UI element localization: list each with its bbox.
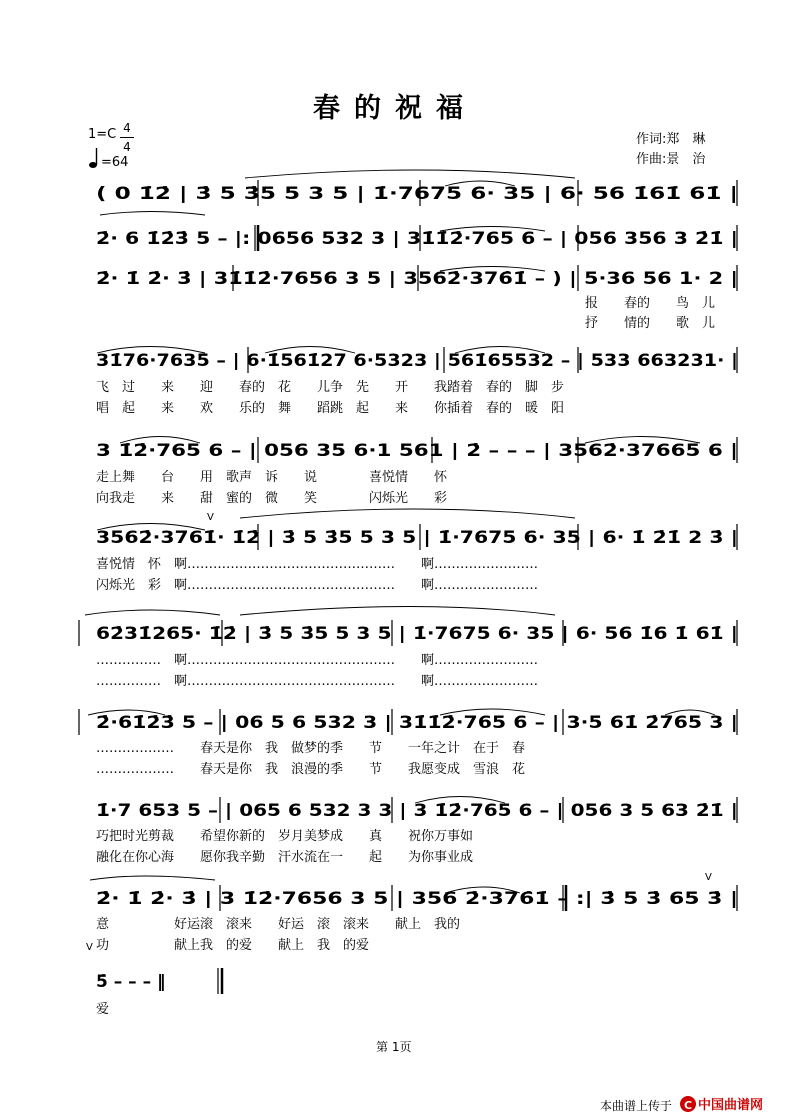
lyric-line: 飞 过 来 迎 春的 花 儿争 先 开 我踏着 春的 脚 步 — [96, 380, 565, 395]
breath-mark: V — [86, 942, 93, 953]
lyric-line: 闪烁光 彩 啊………………………………………… 啊…………………… — [96, 578, 539, 593]
lyric-line: 巧把时光剪裁 希望你新的 岁月美梦成 真 祝你万事如 — [96, 829, 474, 844]
notation-line: 1̇·7 653 5 – | 065 6 532 3 3 | 3 1̇2̇·765 6 – | 056 3 5 63 2̇1̇ | — [96, 801, 738, 821]
lyric-line: …………… 啊………………………………………… 啊…………………… — [96, 674, 539, 689]
site-logo-emblem-glyph: C — [684, 1099, 693, 1112]
notation-line: 2̇· 1̇ 2̇· 3̇ | 3 1̇2̇·7656 3 5 | 356 2̇·376̇1̇ – :| 3̇ 5 3̇ 65 3̇ | — [96, 889, 738, 909]
notation-line: 2̇· 6 1̇2̇3̇ 5 – |: 0656 532 3 | 31̇1̇2̇·765 6 – | 056 356 3 2̇1̇ | — [96, 229, 738, 249]
lyric-line: 报 春的 鸟 儿 — [585, 296, 716, 311]
lyric-line: 抒 情的 歌 儿 — [585, 316, 716, 331]
lyric-line: …………… 啊………………………………………… 啊…………………… — [96, 653, 539, 668]
page-number: 第 1页 — [376, 1040, 412, 1054]
key-signature: 1=C — [88, 127, 117, 142]
notation-line: ( 0 1̇2̇ | 3̇ 5 3̇5 5 3 5 | 1̇·7675 6· 35 | 6· 56 1̇61̇ 61̇ | — [96, 184, 738, 204]
site-logo — [680, 1094, 788, 1114]
lyric-line: 走上舞 台 用 歌声 诉 说 喜悦情 怀 — [96, 470, 448, 485]
composer-credit: 作曲:景 治 — [636, 152, 706, 167]
notation-line: 3562̇·3761̇· 1̇2̇ | 3̇ 5 3̇5 5 3 5 | 1̇·7675 6· 35 | 6· 1̇ 2̇1̇ 2 3̇ | — [96, 528, 738, 548]
lyric-line: 功 献上我 的爱 献上 我 的爱 — [96, 938, 370, 953]
lyric-line: 爱 — [96, 1002, 110, 1017]
time-signature-top: 4 — [123, 121, 131, 135]
lyric-line: 融化在你心海 愿你我辛勤 汗水流在一 起 为你事业成 — [96, 850, 474, 865]
lyric-line: 意 好运滚 滚来 好运 滚 滚来 献上 我的 — [96, 917, 461, 932]
notation-line: 2̇·61̇2̇3̇ 5 – | 06 5 6 532 3 | 31̇1̇2̇·765 6 – | 3·5 61̇ 2̇765 3 | — [96, 713, 738, 733]
lyric-line: ……………… 春天是你 我 做梦的季 节 一年之计 在于 春 — [96, 741, 526, 756]
notation-line: 3 1̇2̇·765 6 – | 056 35 6·1 561 | 2̇ – – – | 3562̇·37665 6 | — [96, 441, 738, 461]
upload-note: 本曲谱上传于 — [600, 1099, 673, 1113]
song-title: 春的祝福 — [313, 93, 477, 124]
time-signature-bottom: 4 — [123, 140, 131, 154]
lyricist-credit: 作词:郑 琳 — [636, 132, 706, 147]
breath-mark: V — [207, 512, 214, 523]
lyric-line: 喜悦情 怀 啊………………………………………… 啊…………………… — [96, 557, 539, 572]
lyric-line: ……………… 春天是你 我 浪漫的季 节 我愿变成 雪浪 花 — [96, 762, 526, 777]
notation-line: 5̇ – – – ‖ — [96, 972, 166, 992]
notation-line: 62̇31̇265· 1̇2̇ | 3̇ 5 3̇5 5 3 5 | 1̇·7675 6· 35 | 6· 56 1̇6 1̇ 61̇ | — [96, 624, 738, 644]
tempo-marking: =64 — [101, 155, 129, 170]
lyric-line: 唱 起 来 欢 乐的 舞 蹈跳 起 来 你插着 春的 暖 阳 — [96, 401, 565, 416]
notation-line: 31̇76·7635 – | 6·1̇561̇27 6·5323 | 561̇65532 – | 533 663231· | — [96, 351, 738, 371]
lyric-line: 向我走 来 甜 蜜的 微 笑 闪烁光 彩 — [96, 491, 448, 506]
site-logo-text: 中国曲谱网 — [698, 1098, 764, 1113]
notation-line: 2̇· 1̇ 2̇· 3̇ | 31̇1̇2̇·7656 3 5 | 3562̇·376̇1̇ – ) | 5·36 56 1· 2 | — [96, 269, 738, 289]
breath-mark: V — [705, 872, 712, 883]
